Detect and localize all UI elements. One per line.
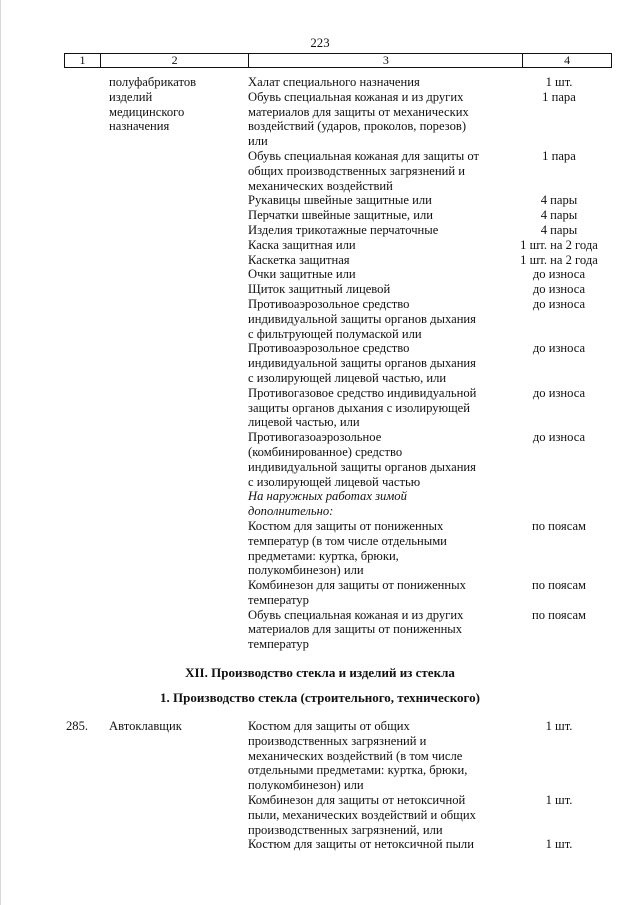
ppe-item-line: производственных загрязнений и — [248, 733, 427, 748]
ppe-item-name — [248, 837, 498, 852]
ppe-item-row — [249, 297, 614, 341]
ppe-item-line: Противоаэрозольное средство — [248, 341, 410, 356]
ppe-item-row — [249, 386, 614, 430]
ppe-item-row — [249, 837, 614, 852]
ppe-norm: 4 пары — [540, 193, 578, 208]
ppe-item-line: материалов для защиты от механических — [248, 104, 469, 119]
ppe-item-line: индивидуальной защиты органов дыхания — [248, 356, 476, 371]
ppe-item-line: Очки защитные или — [248, 267, 356, 282]
ppe-item-line: производственных загрязнений, или — [248, 822, 443, 837]
ppe-item-line: отдельными предметами: куртка, брюки, — [248, 763, 468, 778]
table-block-1 — [0, 75, 640, 652]
ppe-item-line: с фильтрующей полумаской или — [248, 326, 422, 341]
header-col-4: 4 — [564, 53, 571, 67]
profession-cell — [109, 719, 249, 852]
ppe-item-name — [248, 608, 498, 652]
ppe-item-name — [248, 430, 498, 489]
ppe-item-line: (комбинированное) средство — [248, 444, 403, 459]
ppe-item-row — [249, 75, 614, 90]
subsection-title: 1. Производство стекла (строительного, технического) — [160, 690, 480, 705]
ppe-norm: до износа — [532, 282, 586, 297]
ppe-item-name — [248, 341, 498, 385]
ppe-item-row — [249, 238, 614, 253]
row-number: 285. — [66, 719, 89, 733]
ppe-item-row — [249, 208, 614, 223]
ppe-item-line: Каска защитная или — [248, 237, 356, 252]
ppe-item-line: температур — [248, 592, 309, 607]
table-row — [0, 719, 640, 852]
ppe-item-name — [248, 519, 498, 578]
ppe-item-line: Рукавицы швейные защитные или — [248, 193, 432, 208]
profession-line: Автоклавщик — [109, 719, 182, 733]
ppe-item-row — [249, 193, 614, 208]
ppe-item-line: Изделия трикотажные перчаточные — [248, 222, 439, 237]
ppe-norm: до износа — [532, 267, 586, 282]
items-cell — [249, 719, 614, 852]
ppe-item-row — [249, 282, 614, 297]
ppe-item-line: с изолирующей лицевой частью, или — [248, 370, 447, 385]
items-cell — [249, 75, 614, 652]
ppe-item-name — [248, 386, 498, 430]
ppe-item-line: или — [248, 134, 268, 149]
ppe-item-line: Обувь специальная кожаная и из других — [248, 607, 464, 622]
ppe-norm: до износа — [532, 430, 586, 445]
ppe-item-row — [249, 253, 614, 268]
table-header — [64, 53, 612, 68]
ppe-item-line: Противогазоаэрозольное — [248, 430, 382, 445]
ppe-item-line: индивидуальной защиты органов дыхания — [248, 311, 476, 326]
ppe-item-line: Комбинезон для защиты от нетоксичной — [248, 792, 466, 807]
table-block-2 — [0, 719, 640, 852]
ppe-item-line: На наружных работах зимой — [248, 489, 407, 504]
ppe-norm: 1 шт. — [545, 792, 573, 807]
ppe-item-row — [249, 267, 614, 282]
ppe-item-line: Каскетка защитная — [248, 252, 350, 267]
ppe-norm: по поясам — [531, 518, 587, 533]
ppe-item-line: материалов для защиты от пониженных — [248, 622, 463, 637]
ppe-item-line: механических воздействий (в том числе — [248, 748, 463, 763]
ppe-item-line: Костюм для защиты от общих — [248, 719, 410, 733]
ppe-item-row — [249, 519, 614, 578]
ppe-item-line: воздействий (ударов, проколов, порезов) — [248, 119, 467, 134]
header-col-1: 1 — [65, 54, 101, 67]
ppe-item-line: Обувь специальная кожаная для защиты от — [248, 148, 479, 163]
table-row — [0, 75, 640, 652]
ppe-item-row — [249, 341, 614, 385]
ppe-norm: 1 пара — [542, 89, 576, 104]
ppe-item-name — [248, 578, 498, 608]
ppe-item-line: Противогазовое средство индивидуальной — [248, 385, 477, 400]
ppe-item-line: полукомбинезон) или — [248, 778, 364, 793]
ppe-item-line: температур (в том числе отдельными — [248, 533, 447, 548]
ppe-item-line: общих производственных загрязнений и — [248, 163, 466, 178]
ppe-item-name — [248, 193, 498, 208]
profession-line: медицинского — [109, 104, 185, 119]
page-number: 223 — [310, 36, 330, 50]
ppe-norm: до износа — [532, 385, 586, 400]
row-number — [64, 75, 96, 652]
ppe-item-name — [248, 75, 498, 90]
ppe-item-row — [249, 489, 614, 519]
ppe-item-name — [248, 208, 498, 223]
ppe-norm: 4 пары — [540, 222, 578, 237]
ppe-item-line: дополнительно: — [248, 504, 334, 519]
ppe-item-line: с изолирующей лицевой частью — [248, 474, 421, 489]
ppe-norm: по поясам — [531, 578, 587, 593]
ppe-item-line: Халат специального назначения — [248, 75, 420, 89]
ppe-item-line: пыли, механических воздействий и общих — [248, 807, 476, 822]
ppe-item-name — [248, 253, 498, 268]
ppe-item-name — [248, 793, 498, 837]
ppe-item-line: Обувь специальная кожаная и из других — [248, 89, 464, 104]
ppe-item-line: Щиток защитный лицевой — [248, 282, 391, 297]
ppe-norm: 4 пары — [540, 208, 578, 223]
ppe-norm: по поясам — [531, 607, 587, 622]
ppe-norm: 1 шт. — [545, 75, 573, 89]
ppe-item-row — [249, 430, 614, 489]
ppe-norm: 1 шт. на 2 года — [520, 252, 598, 267]
ppe-item-line: защиты органов дыхания с изолирующей — [248, 400, 471, 415]
ppe-item-row — [249, 793, 614, 837]
ppe-item-line: Комбинезон для защиты от пониженных — [248, 578, 466, 593]
ppe-item-line: Перчатки швейные защитные, или — [248, 208, 433, 223]
ppe-item-name — [248, 489, 498, 519]
ppe-norm: 1 шт. — [545, 837, 573, 852]
ppe-norm: 1 шт. — [545, 719, 573, 733]
ppe-item-line: Костюм для защиты от пониженных — [248, 518, 444, 533]
ppe-item-row — [249, 149, 614, 193]
ppe-item-line: механических воздействий — [248, 178, 393, 193]
ppe-norm: до износа — [532, 296, 586, 311]
header-col-2: 2 — [101, 54, 249, 67]
ppe-item-name — [248, 267, 498, 282]
ppe-item-name — [248, 282, 498, 297]
ppe-norm: до износа — [532, 341, 586, 356]
section-title: XII. Производство стекла и изделий из стекла — [185, 665, 455, 680]
ppe-item-name — [248, 223, 498, 238]
ppe-item-row — [249, 578, 614, 608]
profession-line: полуфабрикатов — [109, 75, 197, 89]
header-col-3: 3 — [249, 54, 523, 67]
profession-line: назначения — [109, 119, 170, 134]
ppe-item-line: предметами: куртка, брюки, — [248, 548, 399, 563]
ppe-item-line: Костюм для защиты от нетоксичной пыли — [248, 837, 474, 852]
ppe-item-row — [249, 719, 614, 793]
ppe-item-line: температур — [248, 637, 309, 652]
ppe-item-row — [249, 223, 614, 238]
ppe-norm: 1 пара — [542, 148, 576, 163]
ppe-item-line: Противоаэрозольное средство — [248, 296, 410, 311]
ppe-item-row — [249, 90, 614, 149]
profession-line: изделий — [109, 89, 153, 104]
ppe-item-name — [248, 90, 498, 149]
ppe-norm: 1 шт. на 2 года — [520, 237, 598, 252]
ppe-item-name — [248, 719, 498, 793]
ppe-item-line: индивидуальной защиты органов дыхания — [248, 459, 476, 474]
ppe-norm — [504, 489, 614, 519]
ppe-item-line: лицевой частью, или — [248, 415, 360, 430]
ppe-item-name — [248, 149, 498, 193]
profession-cell — [109, 75, 249, 652]
ppe-item-row — [249, 608, 614, 652]
ppe-item-name — [248, 297, 498, 341]
ppe-item-name — [248, 238, 498, 253]
ppe-item-line: полукомбинезон) или — [248, 563, 364, 578]
